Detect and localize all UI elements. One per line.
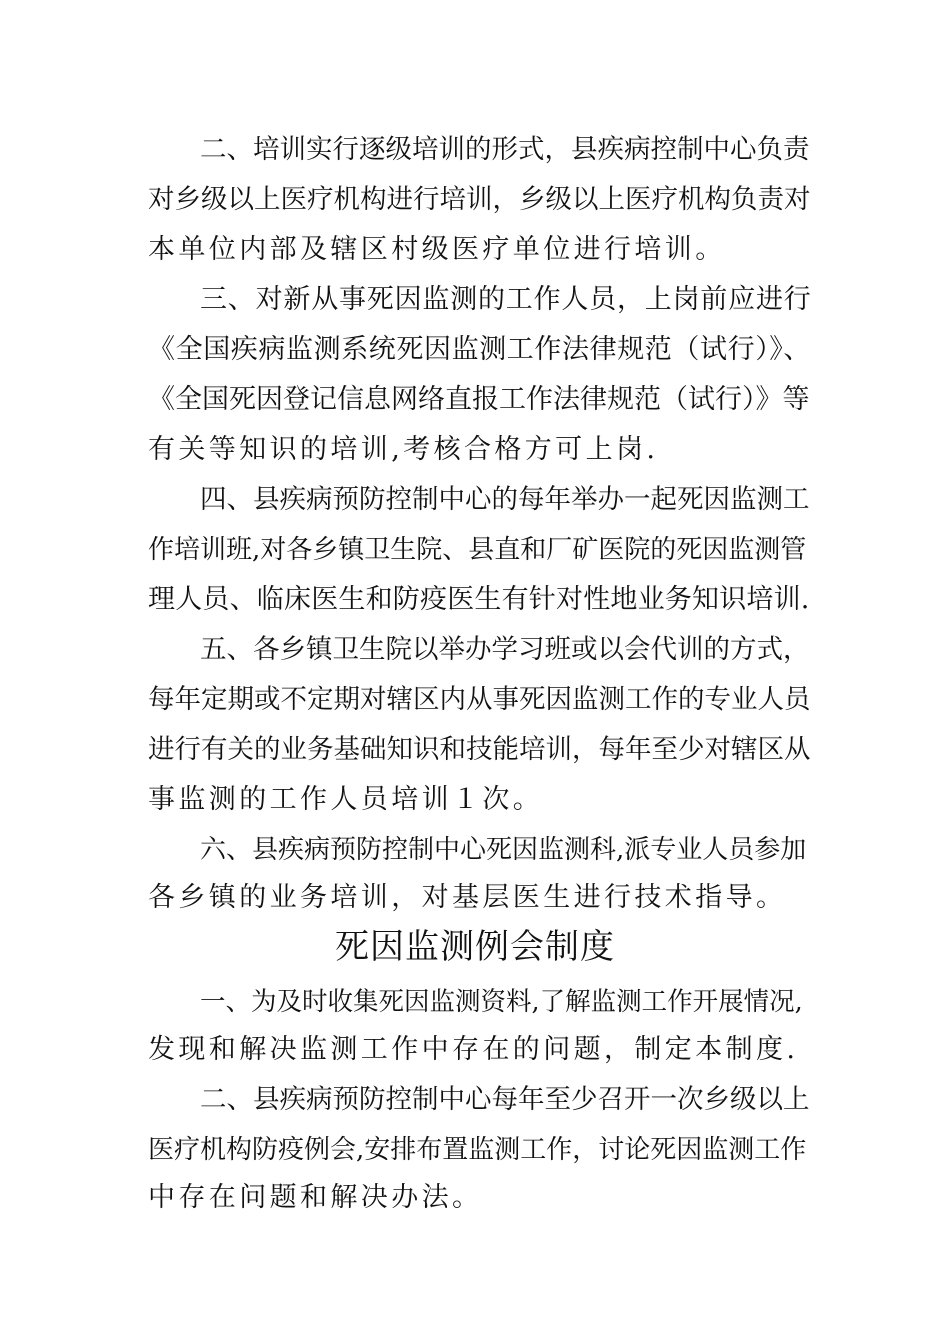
text-line: 各乡镇的业务培训，对基层医生进行技术指导。 — [148, 882, 787, 913]
text-line: 一、为及时收集死因监测资料,了解监测工作开展情况, — [200, 987, 803, 1017]
text-line: 六、县疾病预防控制中心死因监测科,派专业人员参加 — [200, 835, 807, 865]
text-line: 有关等知识的培训,考核合格方可上岗. — [148, 434, 659, 465]
text-line: 三、对新从事死因监测的工作人员，上岗前应进行 — [200, 284, 812, 315]
text-line: 医疗机构防疫例会,安排布置监测工作，讨论死因监测工作 — [148, 1135, 807, 1165]
text-line: 进行有关的业务基础知识和技能培训，每年至少对辖区从 — [148, 734, 811, 765]
text-line: 每年定期或不定期对辖区内从事死因监测工作的专业人员 — [148, 684, 811, 715]
text-line: 二、县疾病预防控制中心每年至少召开一次乡级以上 — [200, 1084, 810, 1115]
text-line: 作培训班,对各乡镇卫生院、县直和厂矿医院的死因监测管 — [148, 535, 807, 565]
text-line: 中存在问题和解决办法。 — [148, 1182, 483, 1213]
text-line: 本单位内部及辖区村级医疗单位进行培训。 — [148, 234, 726, 265]
text-line: 四、县疾病预防控制中心的每年举办一起死因监测工 — [200, 484, 810, 515]
text-line: 《全国死因登记信息网络直报工作法律规范（试行）》等 — [148, 384, 810, 415]
text-line: 二、培训实行逐级培训的形式，县疾病控制中心负责 — [200, 134, 810, 165]
text-line: 五、各乡镇卫生院以举办学习班或以会代训的方式， — [200, 634, 810, 665]
text-line: 事监测的工作人员培训１次。 — [148, 784, 544, 815]
text-line: 理人员、临床医生和防疫医生有针对性地业务知识培训. — [148, 584, 810, 615]
section-title: 死因监测例会制度 — [335, 927, 615, 967]
text-line: 《全国疾病监测系统死因监测工作法律规范（试行）》、 — [148, 334, 811, 365]
text-line: 发现和解决监测工作中存在的问题，制定本制度. — [148, 1034, 799, 1065]
text-line: 对乡级以上医疗机构进行培训，乡级以上医疗机构负责对 — [148, 184, 811, 215]
